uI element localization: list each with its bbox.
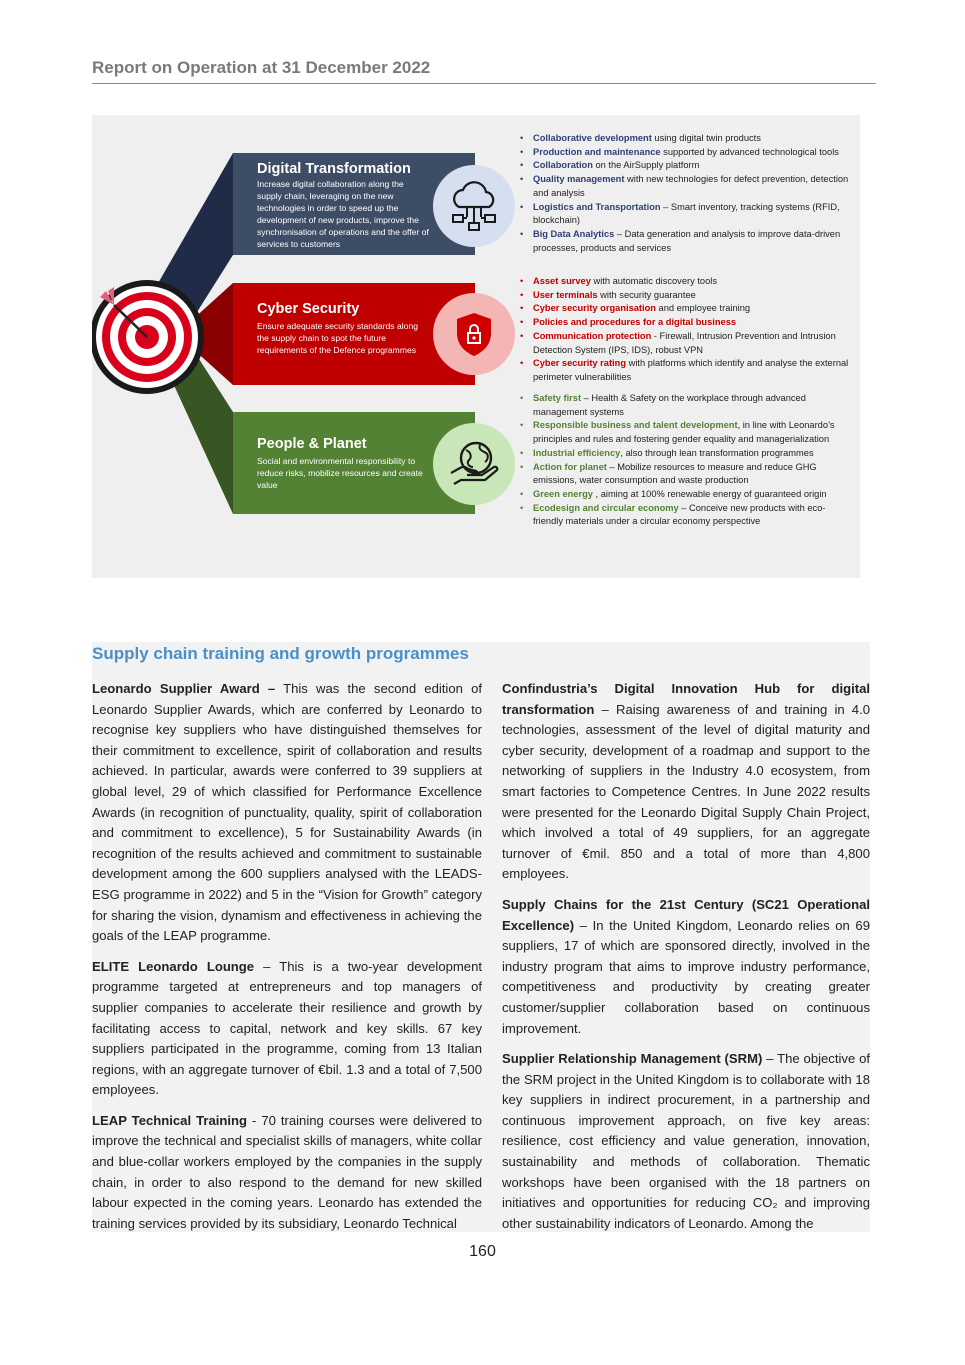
left-column [92, 679, 482, 1244]
report-title: Report on Operation at 31 December 2022 [92, 58, 431, 77]
paragraph: Leonardo Supplier Award – This was the second edition of Leonardo Supplier Awards, which are conferred by Leonardo to recognise key suppliers who have distinguished themselves for their commitment to excellence, spirit of collaboration and results achieved. In particular, awards were conferred to 39 suppliers at global level, 29 of which classified for Performance Excellence Awards (in recognition of punctuality, quality, spirit of collaboration and commitment to excellence), 5 for Sustainability Awards (in recognition of the results achieved and commitment to sustainable development among the 600 suppliers analysed with the LEADS-ESG programme in 2022) and 5 in the “Vision for Growth” category for sharing the vision, dynamism and effectiveness in achieving the goals of the LEAP programme. [92, 681, 482, 944]
list-item: • Industrial efficiency, also through lean transformation programmes [518, 447, 854, 461]
list-item: • Ecodesign and circular economy – Conceive new products with eco-friendly materials under a circular economy perspective [518, 502, 854, 529]
card-title: People & Planet [257, 436, 367, 452]
section-heading: Supply chain training and growth programmes [92, 644, 469, 663]
list-item: • Quality management with new technologies for defect prevention, detection and analysis [518, 173, 854, 200]
cyber-bullets [518, 275, 854, 385]
card-text: Social and environmental responsibility to reduce risks, mobilize resources and create value [257, 456, 423, 490]
paragraph: Supplier Relationship Management (SRM) – The objective of the SRM project in the United Kingdom is to collaborate with 18 key suppliers in indirect procurement, in a partnership and continuous improvement approach, on five key areas: resilience, cost efficiency and value generation, innovation, sustainability and methods of collaboration. Thematic workshops have been organised with the 18 partners on initiatives and opportunities for reducing CO₂ and improving other sustainability indicators of Leonardo. Among the [502, 1051, 870, 1231]
shield-lock-icon [433, 293, 515, 375]
card-text: Increase digital collaboration along the supply chain, leveraging on the new technologies in order to speed up the development of new products, improve the synchronisation of operations and the offer of services to customers [257, 179, 429, 249]
list-item: • Collaborative development using digital twin products [518, 132, 854, 146]
dartboard-icon [92, 280, 204, 394]
list-item: • Cyber security organisation and employee training [518, 302, 854, 316]
globe-hand-icon [433, 423, 515, 505]
list-item: • Production and maintenance supported by advanced technological tools [518, 146, 854, 160]
list-item: • Big Data Analytics – Data generation and analysis to improve data-driven processes, products and services [518, 228, 854, 255]
digital-bullets [518, 132, 854, 255]
list-item: • Policies and procedures for a digital business [518, 316, 854, 330]
list-item: • Responsible business and talent development, in line with Leonardo’s principles and rules and fostering gender equality and managerialization [518, 419, 854, 446]
list-item: • Communication protection - Firewall, Intrusion Prevention and Intrusion Detection System (IPS, IDS), robust VPN [518, 330, 854, 357]
list-item: • Collaboration on the AirSupply platform [518, 159, 854, 173]
right-column [502, 679, 870, 1244]
card-text: Ensure adequate security standards along the supply chain to spot the future requirements of the Defence programmes [257, 321, 418, 355]
list-item: • Asset survey with automatic discovery tools [518, 275, 854, 289]
page-number: 160 [469, 1243, 496, 1260]
paragraph: LEAP Technical Training - 70 training courses were delivered to improve the technical and specialist skills of managers, white collar and blue-collar workers employed by the companies in the supply chain, in order to also respond to the demand for new skilled labour expected in the coming years. Leonardo has extended the training services provided by its subsidiary, Leonardo Technical [92, 1112, 482, 1231]
paragraph: ELITE Leonardo Lounge – This is a two-year development programme targeted at entrepreneurs and top managers of supplier companies to accelerate their resilience and growth by facilitating access to capital, network and key skills. 67 key suppliers participated in the programme, coming from 13 Italian regions, with an aggregate turnover of €bil. 1.3 and a total of 7,500 employees. [92, 958, 482, 1098]
list-item: • Logistics and Transportation – Smart inventory, tracking systems (RFID, blockchain) [518, 201, 854, 228]
paragraph: Supply Chains for the 21st Century (SC21 Operational Excellence) – In the United Kingdom, Leonardo relies on 69 suppliers, 17 of which are sponsored directly, involved in the industry program that aims to improve industry performance, competitiveness and productivity by creating greater customer/supplier collaboration based on continuous improvement. [502, 896, 870, 1036]
list-item: • Cyber security rating with platforms which identify and analyse the external perimeter vulnerabilities [518, 357, 854, 384]
list-item: • Green energy , aiming at 100% renewable energy of guaranteed origin [518, 488, 854, 502]
card-title: Cyber Security [257, 301, 360, 317]
report-header [92, 58, 876, 84]
paragraph: Confindustria’s Digital Innovation Hub for digital transformation – Raising awareness of and training in 4.0 technologies, assessment of the level of digital maturity and cyber security, development of a roadmap and support to the networking of suppliers in the Industry 4.0 ecosystem, from smart factories to Competence Centres. In June 2022 results were presented for the Leonardo Digital Supply Chain Project, which involved a total of 49 suppliers, for an aggregate turnover of €mil. 850 and a total of more than 4,800 employees. [502, 681, 870, 882]
list-item: • Action for planet – Mobilize resources to measure and reduce GHG emissions, water consumption and waste production [518, 461, 854, 488]
people-bullets [518, 392, 854, 529]
card-title: Digital Transformation [257, 161, 411, 177]
list-item: • User terminals with security guarantee [518, 289, 854, 303]
infographic [92, 115, 860, 578]
cloud-network-icon [433, 165, 515, 247]
list-item: • Safety first – Health & Safety on the workplace through advanced management systems [518, 392, 854, 419]
